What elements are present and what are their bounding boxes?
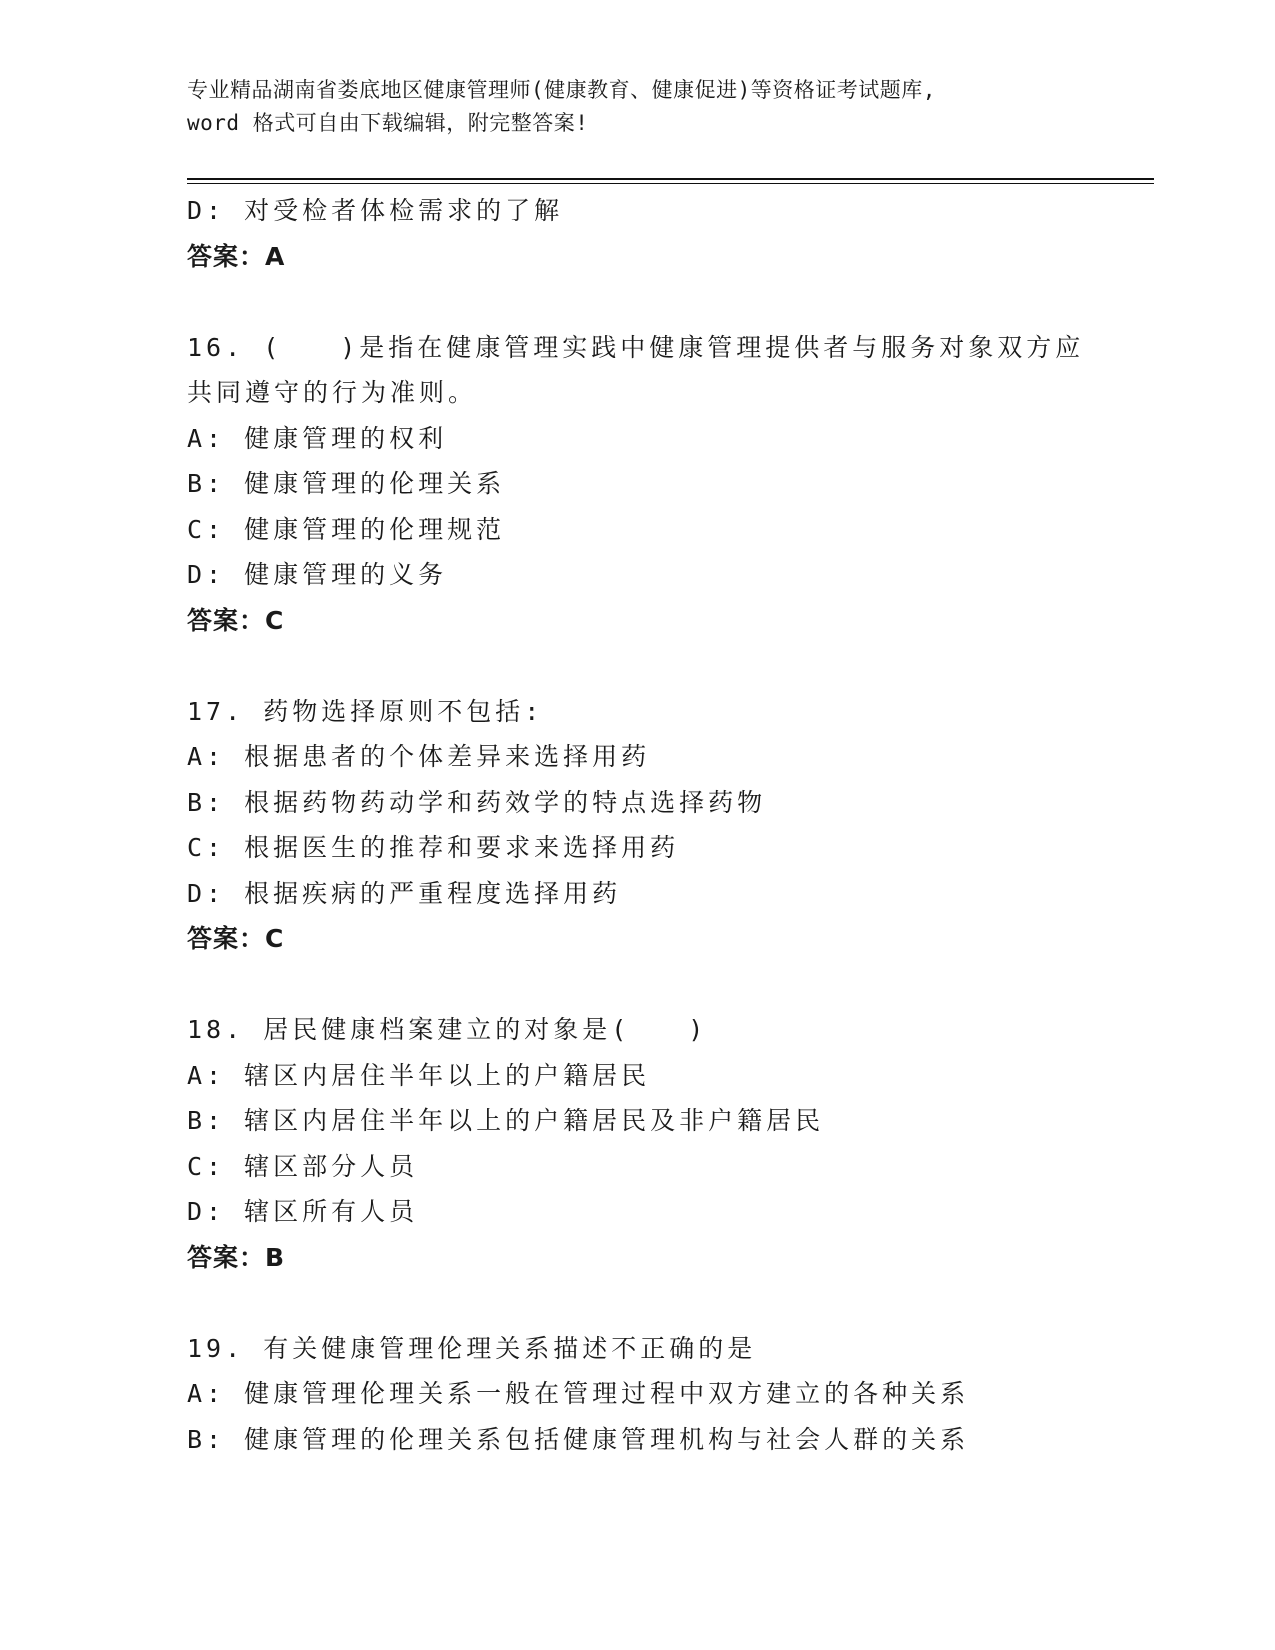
option-d: D: 根据疾病的严重程度选择用药: [187, 878, 622, 908]
prev-option-d: D: 对受检者体检需求的了解: [187, 196, 564, 225]
option-a: A: 健康管理伦理关系一般在管理过程中双方建立的各种关系: [187, 1379, 970, 1408]
header-divider-thin: [187, 183, 1154, 184]
option-c: C: 健康管理的伦理规范: [187, 514, 506, 544]
question-stem-cont: 共同遵守的行为准则。: [187, 378, 478, 407]
question-16: [187, 325, 1147, 644]
question-18: [187, 1007, 1147, 1280]
spacer: [187, 279, 1147, 325]
option-b: B: 辖区内居住半年以上的户籍居民及非户籍居民: [187, 1106, 825, 1135]
option-d: D: 辖区所有人员: [187, 1197, 419, 1226]
header-divider-thick: [187, 178, 1154, 180]
option-a: A: 辖区内居住半年以上的户籍居民: [187, 1060, 651, 1090]
answer: 答案：C: [187, 605, 285, 635]
option-b: B: 健康管理的伦理关系: [187, 469, 506, 498]
document-header: [187, 74, 1087, 140]
spacer: [187, 962, 1147, 1008]
question-stem: 18. 居民健康档案建立的对象是( ): [187, 1015, 708, 1044]
option-d: D: 健康管理的义务: [187, 560, 448, 589]
question-stem: 16. ( )是指在健康管理实践中健康管理提供者与服务对象双方应: [187, 332, 1085, 362]
question-content: [187, 188, 1147, 1462]
option-c: C: 根据医生的推荐和要求来选择用药: [187, 833, 680, 862]
option-a: A: 根据患者的个体差异来选择用药: [187, 742, 651, 771]
question-19: [187, 1326, 1147, 1463]
header-line-1: 专业精品湖南省娄底地区健康管理师(健康教育、健康促进)等资格证考试题库,: [187, 78, 936, 102]
answer: 答案：B: [187, 1242, 286, 1272]
option-c: C: 辖区部分人员: [187, 1151, 419, 1181]
answer: 答案：C: [187, 924, 285, 953]
option-a: A: 健康管理的权利: [187, 423, 448, 453]
prev-answer: 答案：A: [187, 241, 286, 271]
option-b: B: 根据药物药动学和药效学的特点选择药物: [187, 787, 767, 817]
spacer: [187, 1280, 1147, 1326]
question-17: [187, 689, 1147, 962]
header-line-2: word 格式可自由下载编辑，附完整答案!: [187, 111, 589, 135]
question-stem: 19. 有关健康管理伦理关系描述不正确的是: [187, 1333, 757, 1363]
option-b: B: 健康管理的伦理关系包括健康管理机构与社会人群的关系: [187, 1424, 970, 1454]
spacer: [187, 643, 1147, 689]
question-stem: 17. 药物选择原则不包括:: [187, 696, 544, 726]
